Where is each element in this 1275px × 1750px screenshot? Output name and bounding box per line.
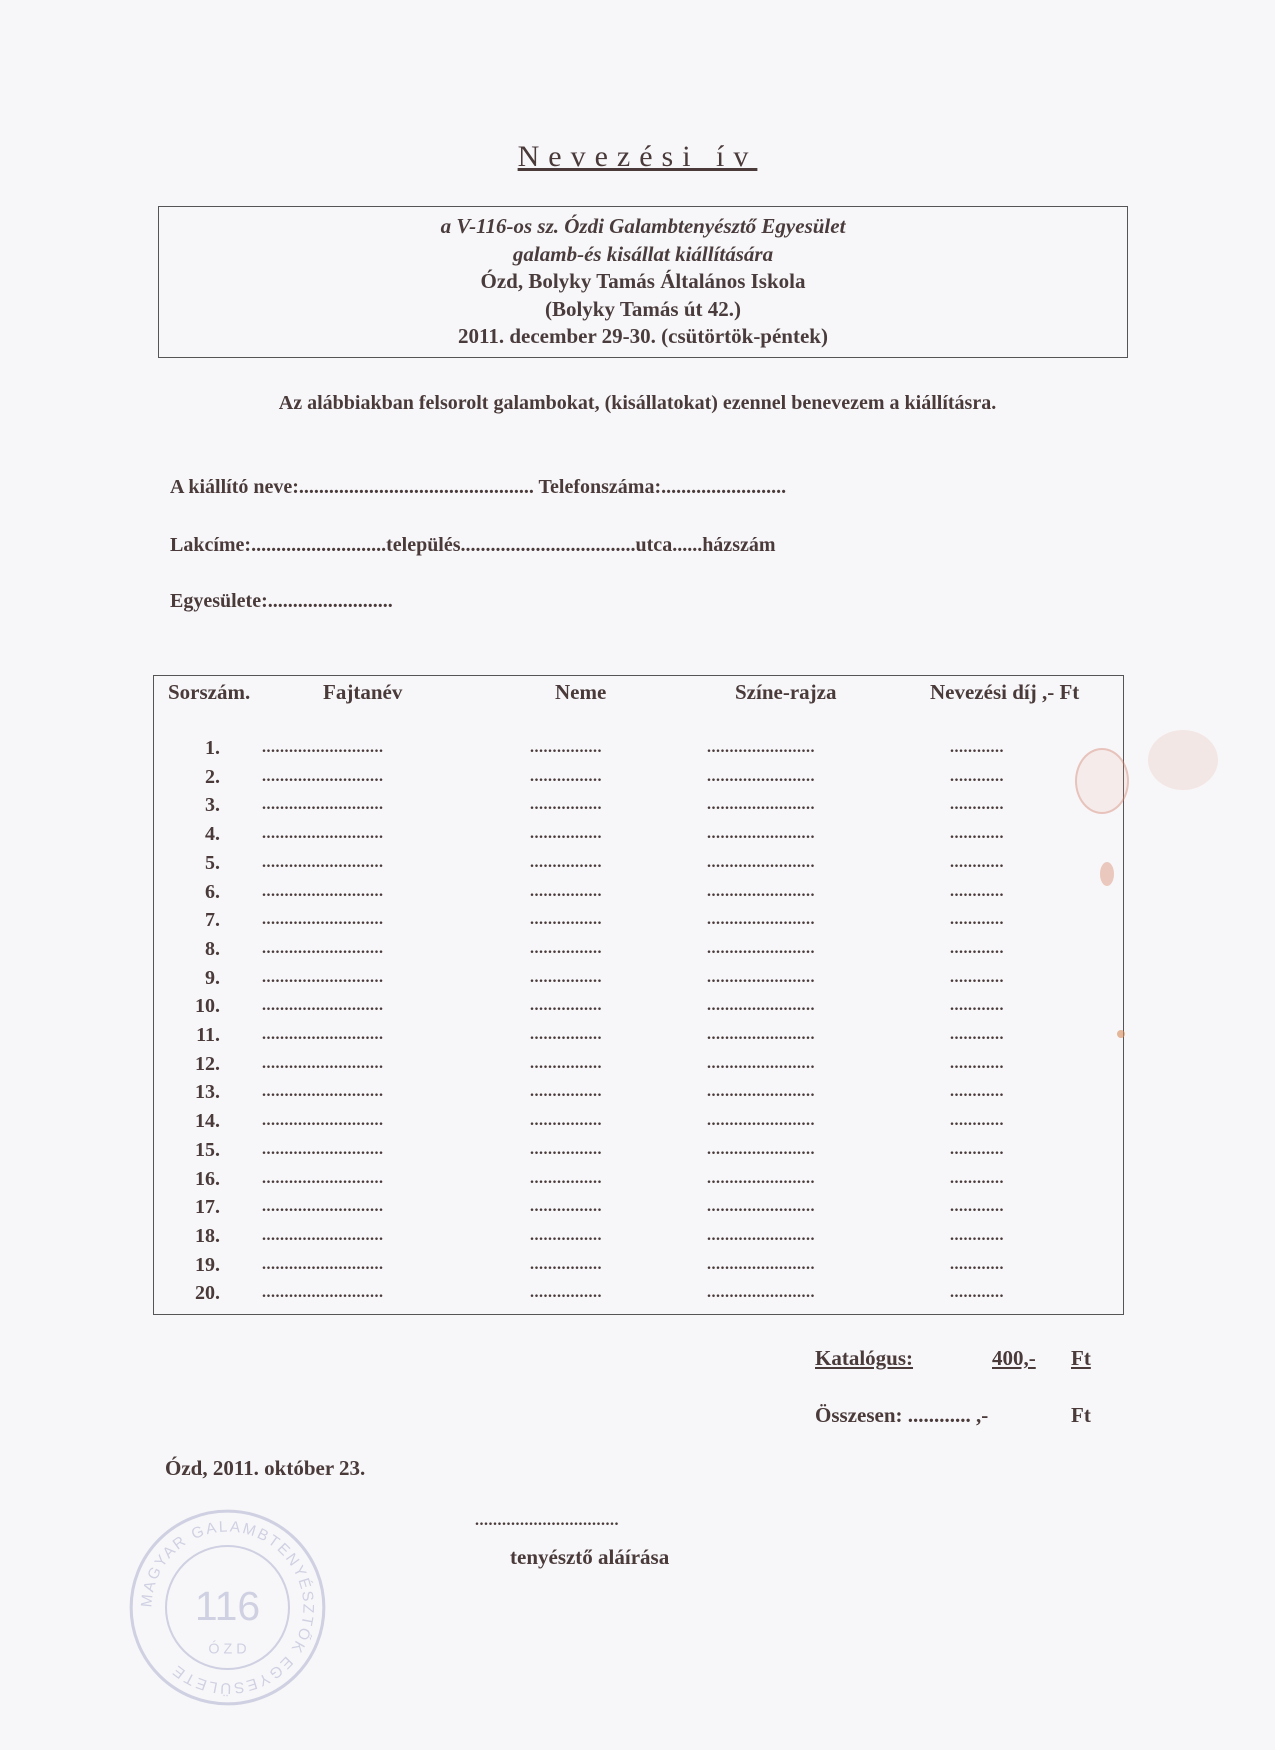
row-number: 20. — [195, 1282, 220, 1305]
color-field[interactable]: ........................ — [707, 1054, 815, 1072]
breed-field[interactable]: ........................... — [262, 997, 384, 1015]
fee-field[interactable]: ............ — [950, 1226, 1004, 1244]
color-field[interactable]: ........................ — [707, 1140, 815, 1158]
sex-field[interactable]: ................ — [530, 739, 602, 756]
address-field[interactable]: Lakcíme:...........................település...................................utca......házszám — [170, 534, 776, 556]
sex-field[interactable]: ................ — [530, 1169, 602, 1187]
fee-field[interactable]: ............ — [950, 853, 1004, 871]
row-number: 3. — [205, 794, 220, 817]
form-title: Nevezési ív — [517, 140, 758, 173]
col-header-fee: Nevezési díj ,- Ft — [930, 680, 1080, 704]
fee-field[interactable]: ............ — [950, 1198, 1004, 1216]
fee-field[interactable]: ............ — [950, 939, 1004, 957]
breed-field[interactable]: ........................... — [262, 1198, 384, 1216]
color-field[interactable]: ........................ — [707, 997, 815, 1015]
color-field[interactable]: ........................ — [707, 1198, 815, 1216]
stain-mark — [1117, 1030, 1125, 1038]
breed-field[interactable]: ........................... — [262, 911, 384, 929]
fee-field[interactable]: ............ — [950, 1026, 1004, 1043]
catalog-value: 400,- — [992, 1346, 1036, 1370]
col-header-color: Színe-rajza — [735, 680, 837, 704]
fee-field[interactable]: ............ — [950, 1083, 1004, 1101]
sex-field[interactable]: ................ — [530, 1054, 602, 1072]
color-field[interactable]: ........................ — [707, 939, 815, 957]
sex-field[interactable]: ................ — [530, 882, 602, 900]
row-number: 8. — [205, 937, 220, 960]
fee-field[interactable]: ............ — [950, 997, 1004, 1015]
header-event: galamb-és kisállat kiállítására — [512, 241, 774, 266]
color-field[interactable]: ........................ — [707, 739, 815, 756]
color-field[interactable]: ........................ — [707, 796, 815, 814]
stain-mark — [1148, 730, 1218, 790]
col-header-breed: Fajtanév — [323, 680, 403, 704]
sex-field[interactable]: ................ — [530, 997, 602, 1015]
col-header-number: Sorszám. — [168, 680, 251, 704]
row-number: 19. — [195, 1253, 220, 1276]
breed-field[interactable]: ........................... — [262, 882, 384, 900]
header-organizer: a V-116-os sz. Ózdi Galambtenyésztő Egyesület — [440, 214, 846, 238]
row-number: 4. — [205, 823, 220, 846]
breed-field[interactable]: ........................... — [262, 968, 384, 986]
total-field[interactable]: Összesen: ............ ,- — [815, 1403, 989, 1427]
sex-field[interactable]: ................ — [530, 1140, 602, 1158]
signature-line[interactable]: ................................ — [475, 1512, 619, 1529]
sex-field[interactable]: ................ — [530, 1255, 602, 1273]
color-field[interactable]: ........................ — [707, 825, 815, 843]
color-field[interactable]: ........................ — [707, 1284, 815, 1302]
breed-field[interactable]: ........................... — [262, 1169, 384, 1187]
sex-field[interactable]: ................ — [530, 1284, 602, 1302]
fee-field[interactable]: ............ — [950, 968, 1004, 986]
stamp-number: 116 — [194, 1582, 261, 1629]
sex-field[interactable]: ................ — [530, 825, 602, 843]
breed-field[interactable]: ........................... — [262, 1255, 384, 1273]
color-field[interactable]: ........................ — [707, 1026, 815, 1043]
fee-field[interactable]: ............ — [950, 825, 1004, 843]
breed-field[interactable]: ........................... — [262, 739, 384, 756]
sex-field[interactable]: ................ — [530, 911, 602, 929]
row-number: 2. — [205, 765, 220, 788]
total-unit: Ft — [1071, 1403, 1091, 1427]
sex-field[interactable]: ................ — [530, 767, 602, 785]
breed-field[interactable]: ........................... — [262, 767, 384, 785]
fee-field[interactable]: ............ — [950, 882, 1004, 900]
breed-field[interactable]: ........................... — [262, 1083, 384, 1101]
header-dates: 2011. december 29-30. (csütörtök-péntek) — [458, 324, 828, 348]
breed-field[interactable]: ........................... — [262, 939, 384, 957]
catalog-label: Katalógus: — [815, 1346, 914, 1370]
row-number: 13. — [195, 1081, 220, 1104]
breed-field[interactable]: ........................... — [262, 1284, 384, 1302]
sex-field[interactable]: ................ — [530, 939, 602, 957]
row-number: 1. — [205, 737, 220, 759]
row-number: 12. — [195, 1052, 220, 1075]
fee-field[interactable]: ............ — [950, 1169, 1004, 1187]
fee-field[interactable]: ............ — [950, 739, 1004, 756]
breed-field[interactable]: ........................... — [262, 825, 384, 843]
color-field[interactable]: ........................ — [707, 882, 815, 900]
fee-field[interactable]: ............ — [950, 767, 1004, 785]
fee-field[interactable]: ............ — [950, 1284, 1004, 1302]
row-number: 17. — [195, 1196, 220, 1219]
stamp-city: Ó Z D — [208, 1641, 247, 1658]
color-field[interactable]: ........................ — [707, 1255, 815, 1273]
col-header-sex: Neme — [555, 680, 607, 704]
row-number: 15. — [195, 1138, 220, 1161]
sex-field[interactable]: ................ — [530, 968, 602, 986]
intro-text: Az alábbiakban felsorolt galambokat, (kisállatokat) ezennel benevezem a kiállításra. — [278, 392, 997, 414]
color-field[interactable]: ........................ — [707, 968, 815, 986]
color-field[interactable]: ........................ — [707, 1112, 815, 1130]
fee-field[interactable]: ............ — [950, 911, 1004, 929]
row-number: 9. — [205, 966, 220, 989]
breed-field[interactable]: ........................... — [262, 1112, 384, 1130]
breed-field[interactable]: ........................... — [262, 1054, 384, 1072]
fee-field[interactable]: ............ — [950, 1112, 1004, 1130]
color-field[interactable]: ........................ — [707, 1226, 815, 1244]
row-number: 11. — [196, 1024, 220, 1046]
breed-field[interactable]: ........................... — [262, 796, 384, 814]
color-field[interactable]: ........................ — [707, 853, 815, 871]
color-field[interactable]: ........................ — [707, 767, 815, 785]
row-number: 16. — [195, 1167, 220, 1190]
breed-field[interactable]: ........................... — [262, 853, 384, 871]
row-number: 5. — [205, 851, 220, 874]
club-stamp — [125, 1505, 330, 1710]
sex-field[interactable]: ................ — [530, 1083, 602, 1101]
row-number: 6. — [205, 880, 220, 903]
stain-mark — [1075, 748, 1129, 814]
fee-field[interactable]: ............ — [950, 1255, 1004, 1273]
catalog-unit: Ft — [1071, 1346, 1091, 1370]
row-number: 18. — [195, 1224, 220, 1247]
row-number: 10. — [195, 995, 220, 1018]
color-field[interactable]: ........................ — [707, 1083, 815, 1101]
fee-field[interactable]: ............ — [950, 1054, 1004, 1072]
place-date: Ózd, 2011. október 23. — [165, 1456, 366, 1480]
sex-field[interactable]: ................ — [530, 1198, 602, 1216]
sex-field[interactable]: ................ — [530, 853, 602, 871]
club-field[interactable]: Egyesülete:......................... — [170, 590, 393, 612]
color-field[interactable]: ........................ — [707, 911, 815, 929]
stain-mark — [1100, 862, 1114, 886]
sex-field[interactable]: ................ — [530, 1112, 602, 1130]
row-number: 7. — [205, 909, 220, 932]
signature-label: tenyésztő aláírása — [510, 1545, 670, 1569]
color-field[interactable]: ........................ — [707, 1169, 815, 1187]
breed-field[interactable]: ........................... — [262, 1226, 384, 1244]
header-venue: Ózd, Bolyky Tamás Általános Iskola — [480, 269, 806, 293]
row-number: 14. — [195, 1110, 220, 1133]
sex-field[interactable]: ................ — [530, 1226, 602, 1244]
stamp-ring-text: MAGYAR GALAMBTENYÉSZTŐK EGYESÜLETE — [138, 1518, 317, 1697]
sex-field[interactable]: ................ — [530, 796, 602, 814]
fee-field[interactable]: ............ — [950, 796, 1004, 814]
breed-field[interactable]: ........................... — [262, 1026, 384, 1043]
header-address: (Bolyky Tamás út 42.) — [544, 296, 742, 321]
sex-field[interactable]: ................ — [530, 1026, 602, 1043]
fee-field[interactable]: ............ — [950, 1140, 1004, 1158]
exhibitor-name-field[interactable]: A kiállító neve:............................................... Telefonszáma:......................... — [170, 476, 787, 498]
breed-field[interactable]: ........................... — [262, 1140, 384, 1158]
